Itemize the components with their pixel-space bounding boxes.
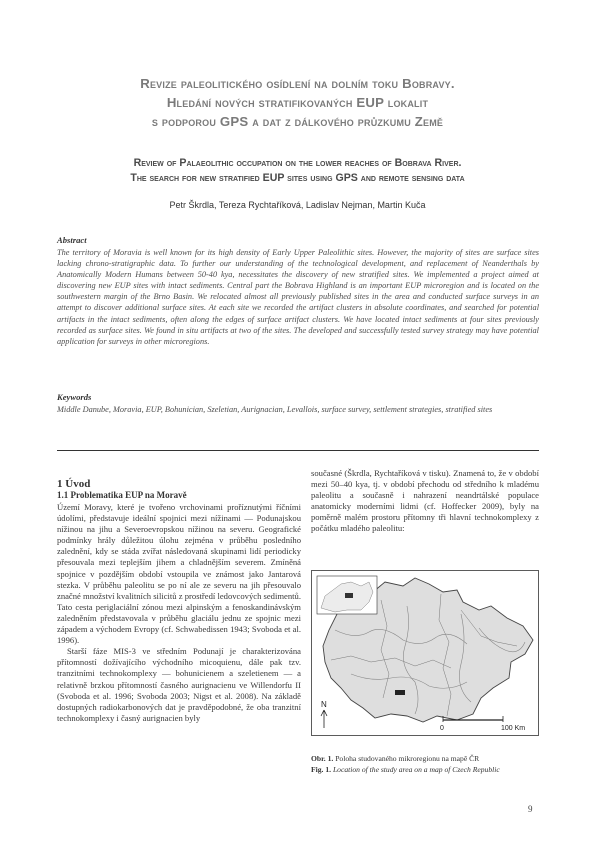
abstract-text: The territory of Moravia is well known for its high density of Early Upper Paleolithic sites. However, the majority of sites are surface sites lacking chrono-stratigraphic data. To further our understanding of the technological development, and replacement of Neanderthals by Anatomically Modern Humans between 50-40 kya, necessitates the discovery of new stratified sites. We implemented a project aimed at discovering new EUP sites with intact sediments. Central part the Bobrava Highland is an important EUP microregion and is located on the southwestern margin of the Brno Basin. We relocated almost all previously published sites in the area and conducted surface surveys in an attempt to discover additional surface sites. At each site we recorded the artifact clusters in absolute coordinates, and searched for potential artifacts in the intact sediments, often along the edges of surface artifact clusters. We have located intact sediments at four sites previously recorded as surface sites. We found in situ artifacts at two of the sites. The developed and successfully tested survey strategy may have potential application for surveys in other microregions. bbox=[57, 248, 539, 346]
figure-caption-czech bbox=[311, 754, 539, 763]
abstract-heading: Abstract bbox=[57, 235, 87, 245]
right-column bbox=[311, 468, 539, 535]
page-number: 9 bbox=[528, 804, 533, 814]
paragraph-2: Starší fáze MIS-3 ve středním Podunají je charakterizována přítomností dožívajícího východního micoquienu, dále pak tzv. tranzitními technokomplexy — bohunicienem a szeletienem — a relativně brzkou přítomností časného aurignacienu ve Willendorfu II (Svoboda et al. 1996; Svoboda 2003; Nigst et al. 2008). Na základě dostupných radiokarbonových dat je pravděpodobné, že oba tranzitní technokomplexy i časný aurignacien byly bbox=[57, 646, 301, 723]
scale-label: 100 Km bbox=[501, 725, 526, 732]
title-english bbox=[40, 156, 555, 186]
title-czech bbox=[40, 74, 555, 131]
study-area-marker bbox=[395, 690, 405, 695]
caption-czech-label: Obr. 1. bbox=[311, 754, 334, 763]
figure-caption-english bbox=[311, 765, 539, 774]
inset-czech-marker bbox=[345, 593, 353, 598]
paragraph-3: současné (Škrdla, Rychtaříková v tisku). Znamená to, že v období mezi 50–40 kya, tj. v období přechodu od středního k mladému paleolitu a současně i nahrazení neandrtálské populace anatomicky moderními lidmi (cf. Hoffecker 2009), byly na poměrně malém prostoru přítomny tři hlavní technokomplexy z počátku mladého paleolitu: bbox=[311, 468, 539, 534]
keywords-text: Middle Danube, Moravia, EUP, Bohunician, Szeletian, Aurignacian, Levallois, surface survey, settlement strategies, stratified sites bbox=[57, 405, 493, 414]
caption-english-label: Fig. 1. bbox=[311, 765, 332, 774]
paragraph-1: Území Moravy, které je tvořeno vrchovinami proříznutými říčními údolími, představuje ideální spojnici mezi nížinami — Podunajskou nížinou na jihu a Severoevropskou nížinou na severu. Geografické podmínky hrály důležitou úlohu zejména v průběhu posledního zalednění, kdy se stáda zvířat následovaná skupinami lidí periodicky přesouvala mezi teplejším jihem a chladnějším severem. Zmíněná spojnice v pozdějším období vstoupila ve známost jako Jantarová stezka. V průběhu paleolitu se po ní ale ze severu na jih přesouvalo značné množství kvalitních silicitů z prostředí ledovcových sedimentů. Tato cesta periglaciální zónou mezi alpinským a fenoskandinávským zaledněním představovala v průběhu glaciálu jednu ze spojnic mezi západem a východem Evropy (cf. Schwabedissen 1943; Svoboda et al. 1996). bbox=[57, 502, 301, 646]
authors: Petr Škrdla, Tereza Rychtaříková, Ladislav Nejman, Martin Kuča bbox=[169, 200, 426, 210]
title-czech-line-1: Revize paleolitického osídlení na dolním toku Bobravy. bbox=[140, 76, 455, 91]
left-column bbox=[57, 502, 301, 724]
subsection-heading: 1.1 Problematika EUP na Moravě bbox=[57, 490, 187, 500]
title-english-line-1: Review of Palaeolithic occupation on the lower reaches of Bobrava River. bbox=[133, 157, 462, 169]
title-czech-line-3: s podporou GPS a dat z dálkového průzkumu Země bbox=[151, 114, 444, 129]
section-heading: 1 Úvod bbox=[57, 478, 91, 490]
section-divider bbox=[57, 450, 539, 451]
title-english-line-2: The search for new stratified EUP sites using GPS and remote sensing data bbox=[130, 172, 465, 184]
scale-zero: 0 bbox=[440, 725, 444, 732]
figure-map bbox=[311, 570, 539, 736]
caption-english-text: Location of the study area on a map of Czech Republic bbox=[332, 765, 500, 774]
title-czech-line-2: Hledání nových stratifikovaných EUP lokalit bbox=[166, 95, 429, 110]
north-label: N bbox=[321, 700, 327, 709]
czech-republic-map bbox=[311, 570, 539, 736]
keywords-heading: Keywords bbox=[57, 392, 92, 402]
caption-czech-text: Poloha studovaného mikroregionu na mapě ČR bbox=[335, 754, 480, 763]
